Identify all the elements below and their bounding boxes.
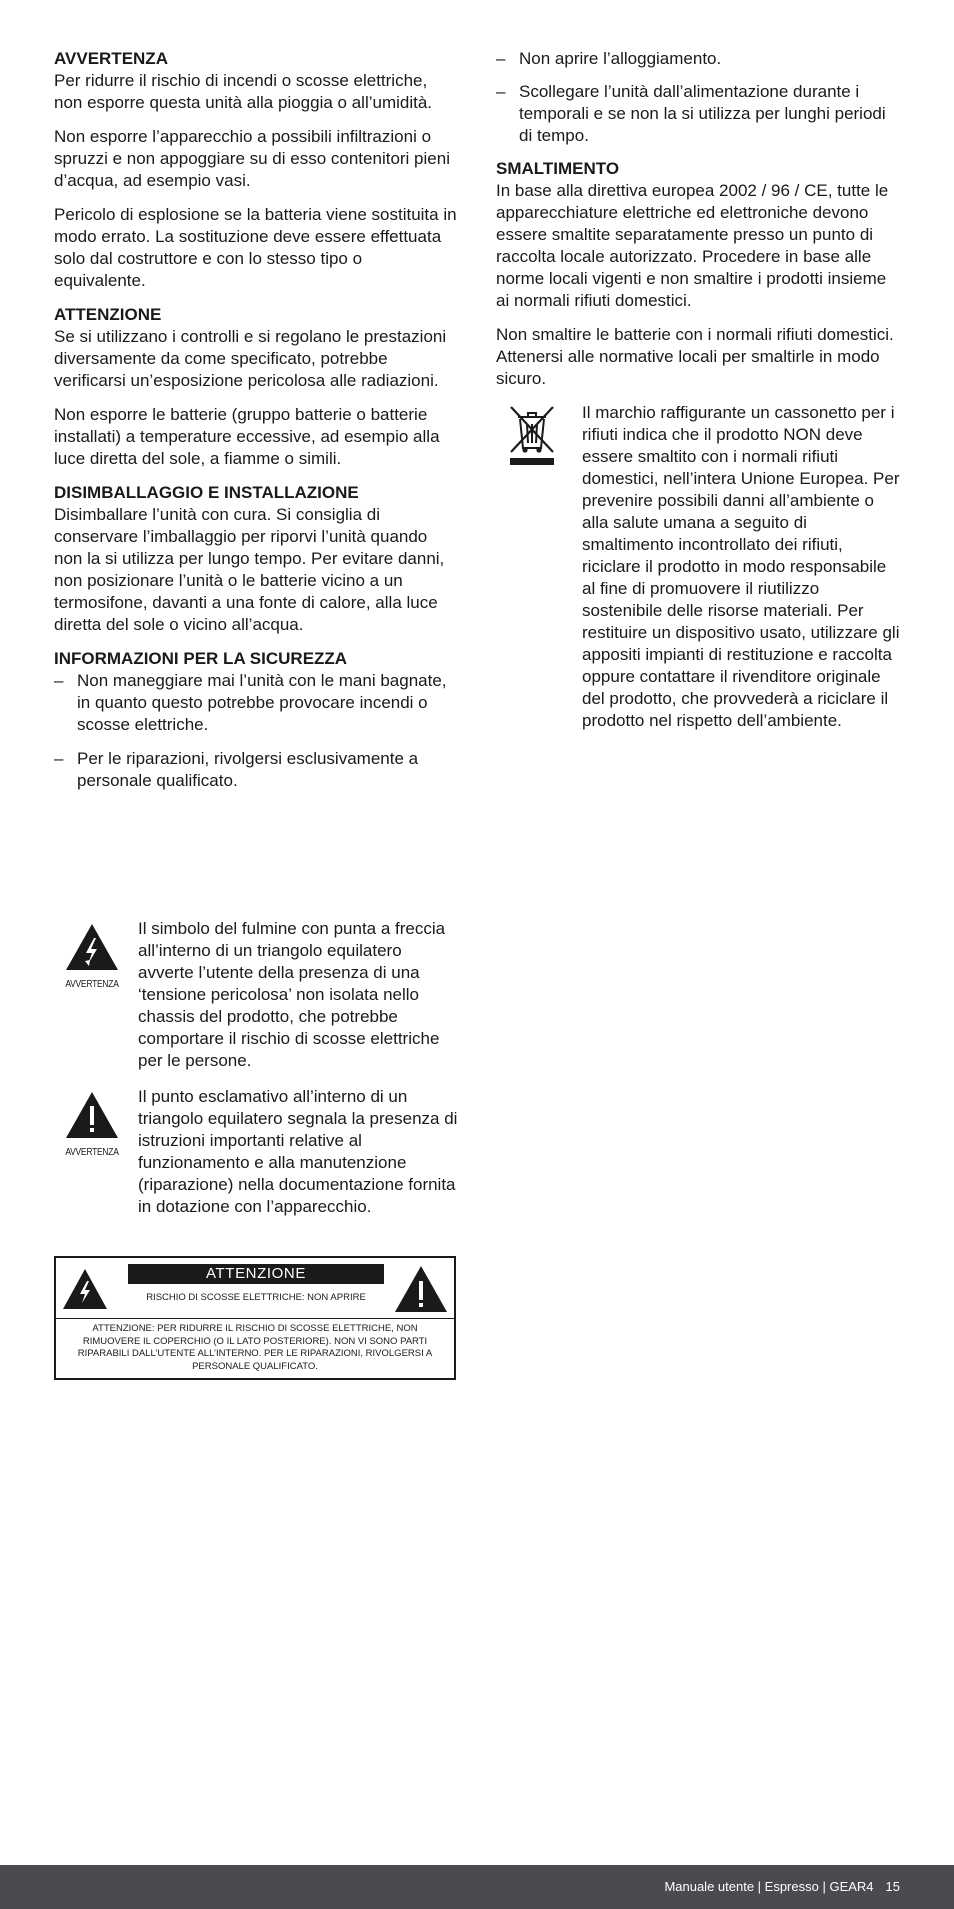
caution-label-box xyxy=(54,1256,456,1380)
lightning-warning-text: Il simbolo del fulmine con punta a freccia all’interno di un triangolo equilatero avverte l’utente della presenza di una ‘tensione pericolosa’ non isolata nello chassis del prodotto, che potrebbe comportare il rischio di scosse elettriche per le persone. xyxy=(138,919,446,1070)
exclamation-warning-symbol xyxy=(60,1090,124,1159)
left-column xyxy=(54,48,458,804)
avvertenza-heading: AVVERTENZA xyxy=(54,49,168,68)
smaltimento-heading: SMALTIMENTO xyxy=(496,159,620,178)
weee-text: Il marchio raffigurante un cassonetto per i rifiuti indica che il prodotto NON deve essere smaltito con i normali rifiuti domestici, nell’intera Unione Europea. Per prevenire possibili danni all’ambiente o alla salute umana a seguito di smaltimento incontrollato dei rifiuti, riciclare il prodotto in modo responsabile al fine di promuovere il riutilizzo sostenibile delle risorse materiali. Per restituire un dispositivo usato, utilizzare gli appositi impianti di restituzione e raccolta oppure contattare il rivenditore originale del prodotto, che provvederà a riciclare il prodotto nel rispetto dell’ambiente. xyxy=(582,403,900,730)
caution-body: ATTENZIONE: PER RIDURRE IL RISCHIO DI SCOSSE ELETTRICHE, NON RIMUOVERE IL COPERCHIO (O IL LATO POSTERIORE). NON VI SONO PARTI RIPARABILI DALL’UTENTE ALL’INTERNO. PER LE RIPARAZIONI, RIVOLGERSI A PERSONALE QUALIFICATO. xyxy=(77,1323,433,1372)
list-item xyxy=(496,48,900,70)
list-item xyxy=(54,670,458,736)
attenzione-paragraph-2: Non esporre le batterie (gruppo batterie o batterie installati) a temperature eccessive, ad esempio alla luce diretta del sole, a fiamme o simili. xyxy=(54,405,440,468)
dash-marker: – xyxy=(54,671,64,690)
dash-marker: – xyxy=(496,49,506,68)
list-item-text: Non maneggiare mai l’unità con le mani bagnate, in quanto questo potrebbe provocare incendi o scosse elettriche. xyxy=(77,671,447,734)
disimballaggio-paragraph: Disimballare l’unità con cura. Si consiglia di conservare l’imballaggio per riporvi l’unità quando non la si utilizza per lungo tempo. Per evitare danni, non posizionare l’unità o le batterie vicino a un termosifone, davanti a una fonte di calore, alla luce diretta del sole o vicino all’acqua. xyxy=(54,505,445,634)
lightning-triangle-icon xyxy=(64,922,120,972)
page-number: 15 xyxy=(885,1879,900,1894)
smaltimento-paragraph-1: In base alla direttiva europea 2002 / 96 / CE, tutte le apparecchiature elettriche ed elettroniche devono essere smaltite separatamente presso un punto di raccolta locale autorizzato. Procedere in base alle norme locali vigenti e non smaltire i prodotti insieme ai normali rifiuti domestici. xyxy=(496,181,889,310)
page-footer xyxy=(0,1865,954,1909)
disimballaggio-heading: DISIMBALLAGGIO E INSTALLAZIONE xyxy=(54,483,359,502)
footer-title: Manuale utente | Espresso | GEAR4 xyxy=(664,1879,874,1894)
exclamation-triangle-icon xyxy=(64,1090,120,1140)
list-item-text: Non aprire l’alloggiamento. xyxy=(519,49,722,68)
lightning-warning-symbol xyxy=(60,922,124,991)
avvertenza-paragraph-1: Per ridurre il rischio di incendi o scosse elettriche, non esporre questa unità alla pioggia o all’umidità. xyxy=(54,71,433,112)
caution-subtitle: RISCHIO DI SCOSSE ELETTRICHE: NON APRIRE xyxy=(146,1292,366,1303)
dash-marker: – xyxy=(54,749,64,768)
lightning-warning xyxy=(54,918,458,1072)
footer-text-group xyxy=(664,1865,900,1909)
list-item-text: Per le riparazioni, rivolgersi esclusivamente a personale qualificato. xyxy=(77,749,419,790)
right-column xyxy=(496,48,900,732)
crossed-bin-icon xyxy=(508,404,556,466)
attenzione-paragraph-1: Se si utilizzano i controlli e si regolano le prestazioni diversamente da come specificato, potrebbe verificarsi un’esposizione pericolosa alle radiazioni. xyxy=(54,327,447,390)
attenzione-heading: ATTENZIONE xyxy=(54,305,162,324)
exclamation-warning xyxy=(54,1086,458,1218)
caution-header xyxy=(56,1258,454,1319)
weee-notice xyxy=(496,402,900,732)
lightning-warning-label: AVVERTENZA xyxy=(65,979,119,990)
list-item-text: Scollegare l’unità dall’alimentazione durante i temporali e se non la si utilizza per lunghi periodi di tempo. xyxy=(519,82,886,145)
list-item xyxy=(496,81,900,147)
sicurezza-heading: INFORMAZIONI PER LA SICUREZZA xyxy=(54,649,348,668)
smaltimento-paragraph-2: Non smaltire le batterie con i normali rifiuti domestici. Attenersi alle normative locali per smaltirle in modo sicuro. xyxy=(496,325,894,388)
avvertenza-paragraph-3: Pericolo di esplosione se la batteria viene sostituita in modo errato. La sostituzione deve essere effettuata solo dal costruttore e con lo stesso tipo o equivalente. xyxy=(54,205,457,290)
dash-marker: – xyxy=(496,82,506,101)
exclamation-triangle-icon xyxy=(394,1265,448,1313)
caution-banner: ATTENZIONE xyxy=(128,1264,384,1284)
list-item xyxy=(54,748,458,792)
exclamation-warning-label: AVVERTENZA xyxy=(65,1147,119,1158)
lightning-triangle-icon xyxy=(62,1268,108,1310)
avvertenza-paragraph-2: Non esporre l’apparecchio a possibili infiltrazioni o spruzzi e non appoggiare su di esso contenitori pieni d’acqua, ad esempio vasi. xyxy=(54,127,450,190)
exclamation-warning-text: Il punto esclamativo all’interno di un triangolo equilatero segnala la presenza di istruzioni importanti relative al funzionamento e alla manutenzione (riparazione) nella documentazione fornita in dotazione con l’apparecchio. xyxy=(138,1087,458,1216)
